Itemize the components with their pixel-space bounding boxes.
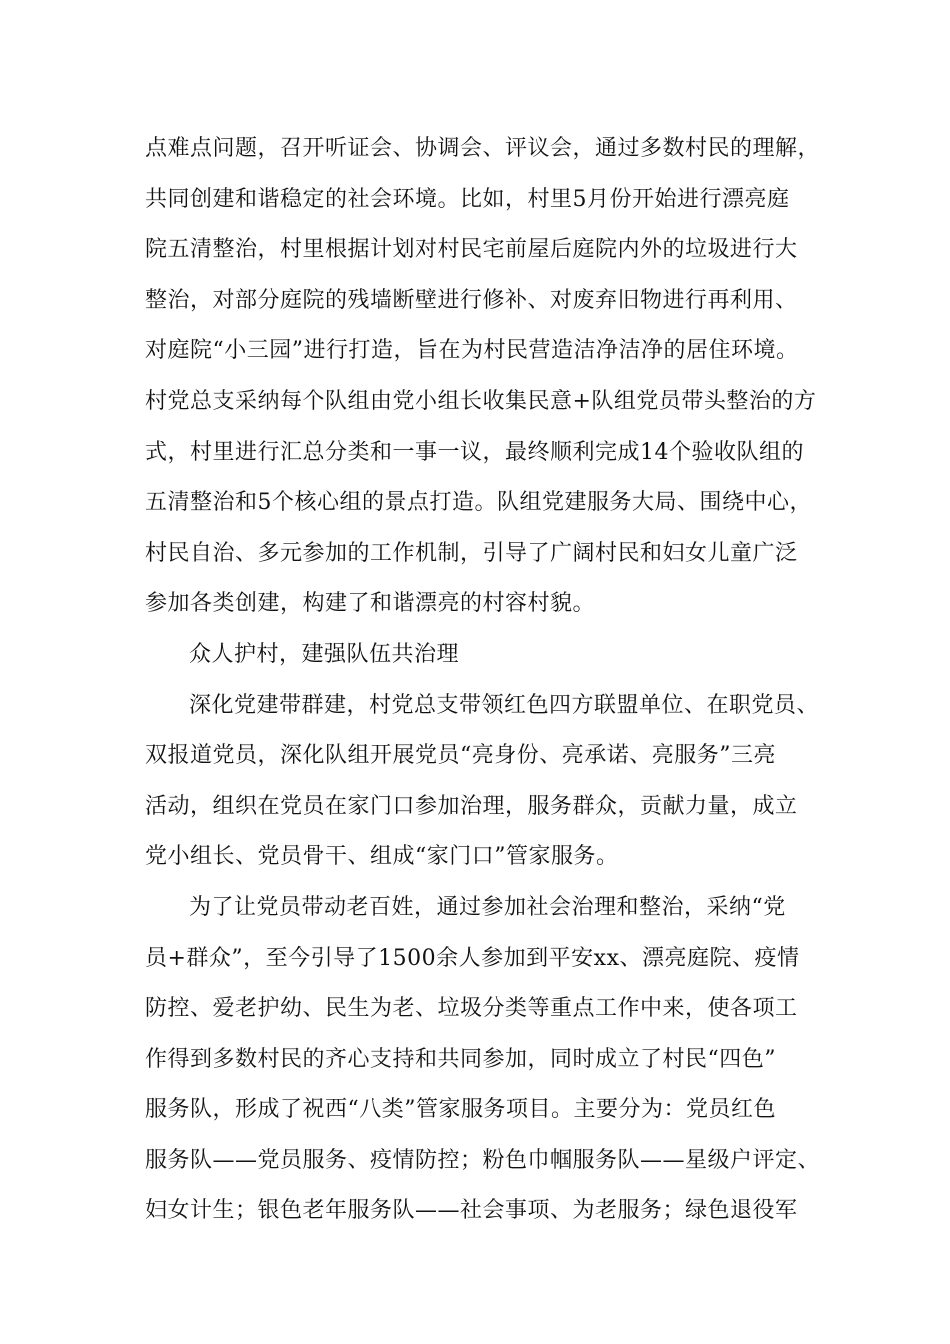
text-line: 整治，对部分庭院的残墙断壁进行修补、对废弃旧物进行再利用、: [145, 287, 798, 313]
text-line: 共同创建和谐稳定的社会环境。比如，村里5月份开始进行漂亮庭: [145, 186, 790, 212]
text-line: 党小组长、党员骨干、组成“家门口”管家服务。: [145, 844, 619, 870]
text-line: 员+群众”，至今引导了1500余人参加到平安xx、漂亮庭院、疫情: [145, 945, 800, 971]
text-line: 妇女计生；银色老年服务队——社会事项、为老服务；绿色退役军: [145, 1198, 798, 1224]
section-heading: 众人护村，建强队伍共治理: [189, 641, 460, 667]
text-line: 五清整治和5个核心组的景点打造。队组党建服务大局、围绕中心，: [145, 490, 812, 516]
text-line: 点难点问题，召开听证会、协调会、评议会，通过多数村民的理解，: [145, 136, 821, 161]
text-line: 对庭院“小三园”进行打造，旨在为村民营造洁净洁净的居住环境。: [145, 338, 799, 364]
text-line: 服务队，形成了祝西“八类”管家服务项目。主要分为：党员红色: [145, 1097, 776, 1123]
text-line: 深化党建带群建，村党总支带领红色四方联盟单位、在职党员、: [189, 692, 820, 718]
text-line: 服务队——党员服务、疫情防控；粉色巾帼服务队——星级户评定、: [145, 1147, 821, 1173]
text-line: 作得到多数村民的齐心支持和共同参加，同时成立了村民“四色”: [145, 1046, 776, 1072]
document-body: [145, 124, 830, 1237]
text-line: 防控、爱老护幼、民生为老、垃圾分类等重点工作中来，使各项工: [145, 996, 798, 1022]
text-line: 式，村里进行汇总分类和一事一议，最终顺利完成14个验收队组的: [145, 439, 804, 465]
text-line: 村民自治、多元参加的工作机制，引导了广阔村民和妇女儿童广泛: [145, 540, 798, 566]
text-line: 双报道党员，深化队组开展党员“亮身份、亮承诺、亮服务”三亮: [145, 743, 776, 769]
text-line: 为了让党员带动老百姓，通过参加社会治理和整治，采纳“党: [189, 894, 786, 920]
text-line: 院五清整治，村里根据计划对村民宅前屋后庭院内外的垃圾进行大: [145, 237, 798, 263]
text-line: 活动，组织在党员在家门口参加治理，服务群众，贡献力量，成立: [145, 793, 798, 819]
text-line: 参加各类创建，构建了和谐漂亮的村容村貌。: [145, 591, 596, 617]
text-line: 村党总支采纳每个队组由党小组长收集民意+队组党员带头整治的方: [145, 388, 817, 414]
